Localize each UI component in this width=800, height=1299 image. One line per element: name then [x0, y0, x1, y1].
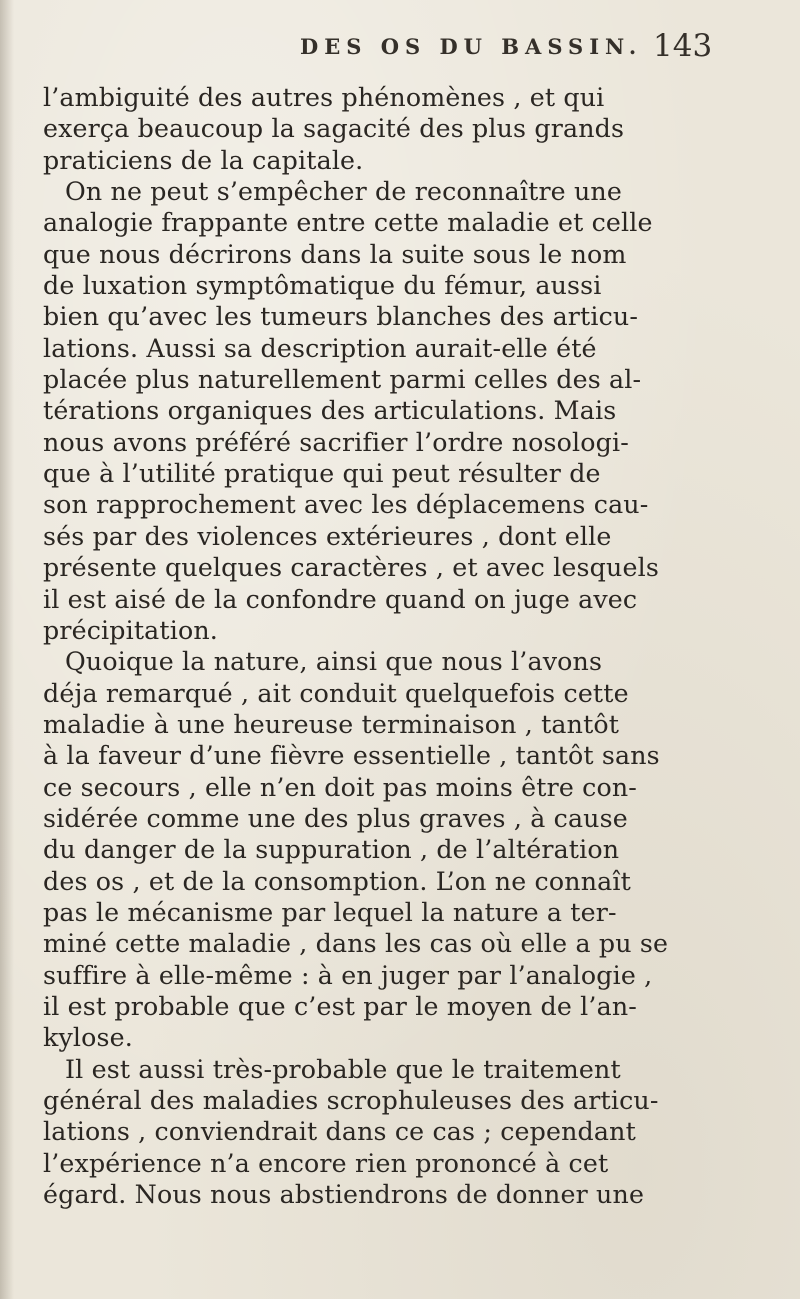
text-line: des os , et de la consomption. L’on ne connaît — [43, 866, 631, 896]
text-line: Il est aussi très-probable que le traitement — [65, 1054, 621, 1084]
page-number: 143 — [653, 28, 713, 64]
text-line: que nous décrirons dans la suite sous le nom — [43, 239, 627, 269]
text-line: placée plus naturellement parmi celles des al- — [43, 365, 642, 395]
text-line: ce secours , elle n’en doit pas moins être con- — [43, 772, 637, 802]
body-text — [43, 82, 763, 1210]
text-line: égard. Nous nous abstiendrons de donner une — [43, 1180, 645, 1210]
text-line: lations , conviendrait dans ce cas ; cependant — [43, 1117, 636, 1147]
text-line: déja remarqué , ait conduit quelquefois cette — [43, 678, 629, 708]
text-line: de luxation symptômatique du fémur, aussi — [43, 271, 602, 301]
text-line: exerça beaucoup la sagacité des plus grands — [43, 114, 625, 144]
text-line: pas le mécanisme par lequel la nature a ter- — [43, 897, 617, 927]
text-line: bien qu’avec les tumeurs blanches des articu- — [43, 302, 639, 332]
text-line: suffire à elle-même : à en juger par l’analogie , — [43, 960, 653, 990]
text-line: analogie frappante entre cette maladie et celle — [43, 208, 653, 238]
text-line: sidérée comme une des plus graves , à cause — [43, 803, 628, 833]
text-line: sés par des violences extérieures , dont elle — [43, 521, 612, 551]
text-line: On ne peut s’empêcher de reconnaître une — [65, 177, 622, 207]
text-line: il est aisé de la confondre quand on juge avec — [43, 584, 638, 614]
text-line: praticiens de la capitale. — [43, 145, 364, 175]
text-line: son rapprochement avec les déplacemens cau- — [43, 490, 649, 520]
text-line: précipitation. — [43, 615, 218, 645]
text-line: kylose. — [43, 1023, 133, 1053]
running-head — [0, 28, 800, 68]
text-line: térations organiques des articulations. Mais — [43, 396, 617, 426]
text-line: miné cette maladie , dans les cas où elle a pu se — [43, 929, 669, 959]
text-line: général des maladies scrophuleuses des articu- — [43, 1086, 659, 1115]
text-line: maladie à une heureuse terminaison , tantôt — [43, 709, 620, 739]
running-head-title: DES OS DU BASSIN. — [300, 34, 643, 59]
text-line: il est probable que c’est par le moyen de l’an- — [43, 991, 637, 1021]
text-line: l’expérience n’a encore rien prononcé à cet — [43, 1148, 609, 1178]
text-line: du danger de la suppuration , de l’altération — [43, 835, 620, 865]
binding-shadow — [0, 0, 14, 1299]
text-line: que à l’utilité pratique qui peut résulter de — [43, 459, 601, 489]
text-line: Quoique la nature, ainsi que nous l’avons — [65, 647, 603, 677]
text-line: nous avons préféré sacrifier l’ordre nosologi- — [43, 427, 629, 457]
text-line: lations. Aussi sa description aurait-elle été — [43, 333, 597, 363]
text-line: présente quelques caractères , et avec lesquels — [43, 553, 659, 583]
text-line: à la faveur d’une fièvre essentielle , tantôt sans — [43, 741, 660, 771]
text-line: l’ambiguité des autres phénomènes , et qui — [43, 83, 605, 112]
